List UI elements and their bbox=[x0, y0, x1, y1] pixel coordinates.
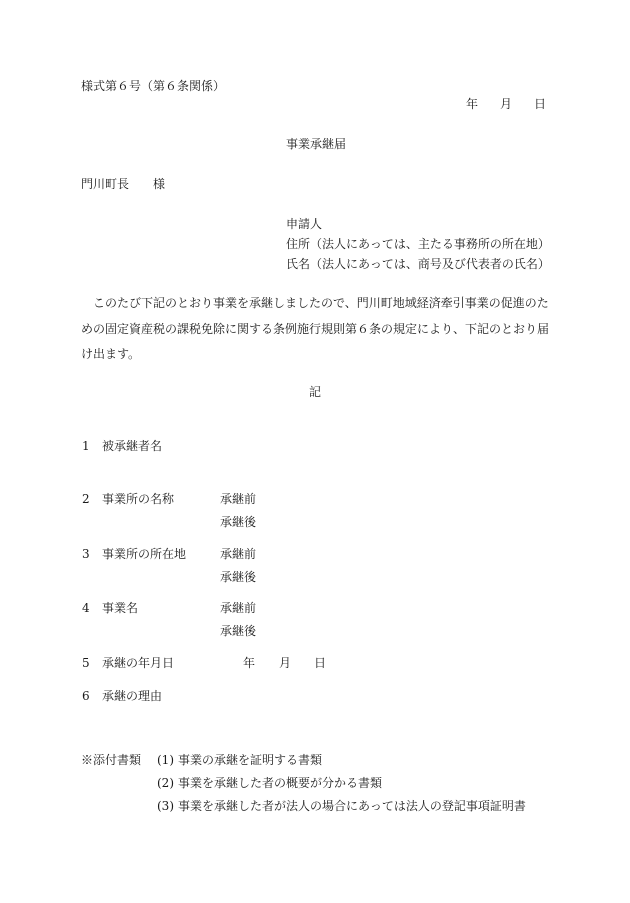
item-number: 6 bbox=[82, 689, 90, 703]
applicant-heading: 申請人 bbox=[286, 217, 323, 231]
ki-heading: 記 bbox=[309, 385, 322, 399]
item-number: 1 bbox=[82, 439, 90, 453]
submission-date bbox=[466, 98, 546, 110]
item-label: 事業所の名称 bbox=[102, 492, 175, 506]
after-label: 承継後 bbox=[220, 515, 257, 529]
date-day-label: 日 bbox=[534, 97, 547, 111]
addressee: 門川町長 様 bbox=[81, 177, 166, 191]
attachments-heading: ※添付書類 bbox=[81, 753, 142, 767]
document-title: 事業承継届 bbox=[286, 137, 347, 151]
date-year-label: 年 bbox=[466, 97, 479, 111]
attachment-text: 事業を承継した者が法人の場合にあっては法人の登記事項証明書 bbox=[178, 799, 526, 813]
body-text: このたび下記のとおり事業を承継しましたので、門川町地域経済牽引事業の促進のための固定資産税の課税免除に関する条例施行規則第６条の規定により、下記のとおり届け出ます。 bbox=[81, 296, 550, 361]
item-label: 承継の年月日 bbox=[102, 656, 175, 670]
item-label: 被承継者名 bbox=[102, 439, 163, 453]
form-number: 様式第６号（第６条関係） bbox=[81, 79, 226, 93]
succession-month-label: 月 bbox=[279, 656, 292, 670]
attachment-number: (3) bbox=[157, 799, 174, 813]
body-paragraph bbox=[81, 291, 553, 368]
succession-year-label: 年 bbox=[243, 656, 256, 670]
item-label: 事業名 bbox=[102, 601, 139, 615]
attachment-text: 事業を承継した者の概要が分かる書類 bbox=[178, 776, 383, 790]
item-number: 5 bbox=[82, 656, 90, 670]
attachment-number: (2) bbox=[157, 776, 174, 790]
item-number: 4 bbox=[82, 601, 90, 615]
applicant-name-label: 氏名（法人にあっては、商号及び代表者の氏名） bbox=[286, 257, 550, 271]
before-label: 承継前 bbox=[220, 547, 257, 561]
item-label: 承継の理由 bbox=[102, 689, 163, 703]
applicant-address-label: 住所（法人にあっては、主たる事務所の所在地） bbox=[286, 237, 550, 251]
attachment-number: (1) bbox=[157, 753, 174, 767]
after-label: 承継後 bbox=[220, 624, 257, 638]
item-number: 3 bbox=[82, 547, 90, 561]
before-label: 承継前 bbox=[220, 492, 257, 506]
before-label: 承継前 bbox=[220, 601, 257, 615]
attachment-text: 事業の承継を証明する書類 bbox=[178, 753, 323, 767]
after-label: 承継後 bbox=[220, 570, 257, 584]
date-month-label: 月 bbox=[500, 97, 513, 111]
item-number: 2 bbox=[82, 492, 90, 506]
succession-day-label: 日 bbox=[314, 656, 327, 670]
item-label: 事業所の所在地 bbox=[102, 547, 187, 561]
